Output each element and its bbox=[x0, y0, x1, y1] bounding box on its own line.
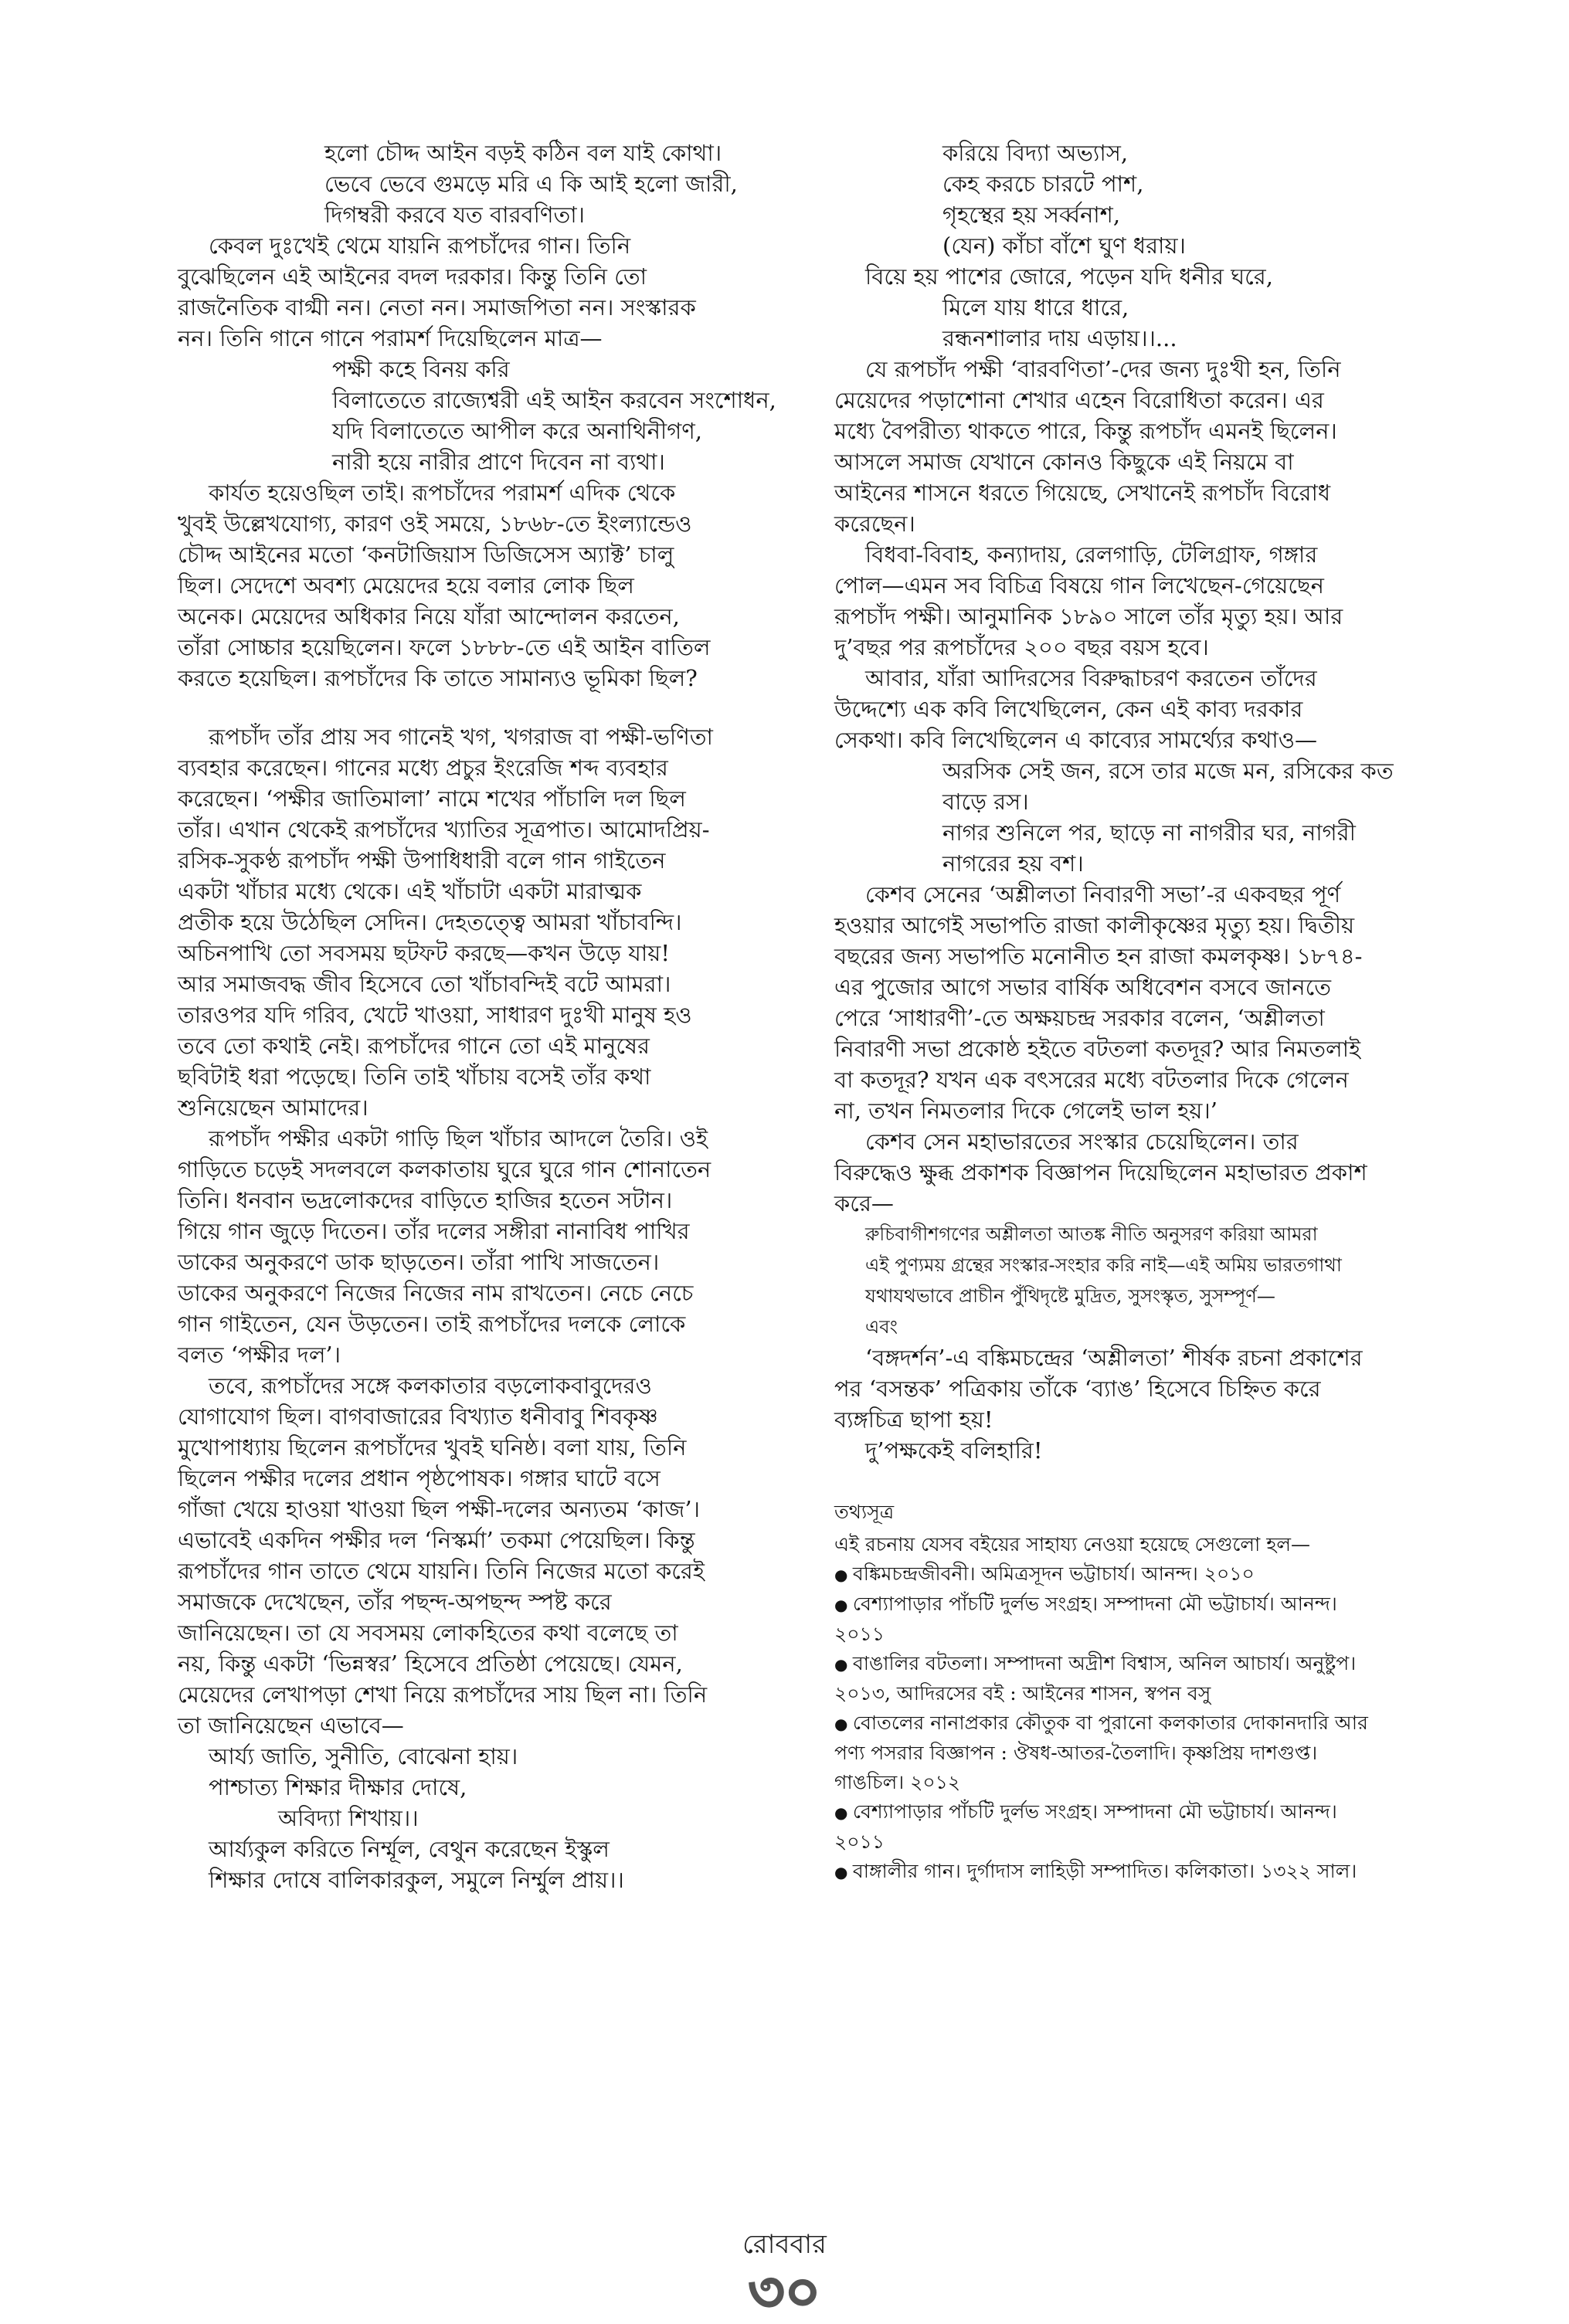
text-line: হলো চৌদ্দ আইন বড়ই কঠিন বল যাই কোথা। bbox=[324, 140, 722, 166]
text-line: ডাকের অনুকরণে নিজের নিজের নাম রাখতেন। নেচে নেচে bbox=[178, 1280, 694, 1306]
text-line: তবে, রূপচাঁদের সঙ্গে কলকাতার বড়লোকবাবুদেরও bbox=[209, 1372, 652, 1399]
text-line: ব্যবহার করেছেন। গানের মধ্যে প্রচুর ইংরেজি শব্দ ব্যবহার bbox=[178, 755, 668, 781]
text-line: নারী হয়ে নারীর প্রাণে দিবেন না ব্যথা। bbox=[332, 449, 665, 475]
text-line: অবিদ্যা শিখায়।। bbox=[278, 1805, 419, 1831]
text-line: উদ্দেশ্যে এক কবি লিখেছিলেন, কেন এই কাব্য দরকার bbox=[834, 696, 1303, 722]
text-line: তাঁরা সোচ্চার হয়েছিলেন। ফলে ১৮৮৮-তে এই আইন বাতিল bbox=[178, 634, 711, 660]
text-line: ডাকের অনুকরণে ডাক ছাড়তেন। তাঁরা পাখি সাজতেন। bbox=[178, 1249, 660, 1275]
text-line: অরসিক সেই জন, রসে তার মজে মন, রসিকের কত bbox=[942, 758, 1394, 784]
text-line: ভেবে ভেবে গুমড়ে মরি এ কি আই হলো জারী, bbox=[324, 171, 738, 197]
text-line: করতে হয়েছিল। রূপচাঁদের কি তাতে সামান্যও ভূমিকা ছিল? bbox=[178, 665, 698, 691]
text-line: যথাযথভাবে প্রাচীন পুঁথিদৃষ্টে মুদ্রিত, সুসংস্কৃত, সুসম্পূর্ণ— bbox=[865, 1285, 1275, 1307]
text-line: কার্যত হয়েওছিল তাই। রূপচাঁদের পরামর্শ এদিক থেকে bbox=[209, 480, 676, 506]
text-line: রূপচাঁদ পক্ষীর একটা গাড়ি ছিল খাঁচার আদলে তৈরি। ওই bbox=[209, 1125, 708, 1152]
text-line: শুনিয়েছেন আমাদের। bbox=[178, 1094, 368, 1121]
magazine-name: রোববার bbox=[742, 2229, 827, 2260]
text-line: যে রূপচাঁদ পক্ষী ‘বারবণিতা’-দের জন্য দুঃখী হন, তিনি bbox=[865, 356, 1341, 382]
text-line: না, তখন নিমতলার দিকে গেলেই ভাল হয়।’ bbox=[834, 1098, 1218, 1124]
text-line: গৃহস্থের হয় সর্ব্বনাশ, bbox=[942, 202, 1121, 228]
text-line: বুঝেছিলেন এই আইনের বদল দরকার। কিন্তু তিনি তো bbox=[178, 263, 647, 290]
text-line: এর পুজোর আগে সভার বার্ষিক অধিবেশন বসবে জানতে bbox=[834, 974, 1332, 1000]
text-line: বা কতদূর? যখন এক বৎসরের মধ্যে বটতলার দিকে গেলেন bbox=[834, 1067, 1349, 1093]
text-line: চৌদ্দ আইনের মতো ‘কনটাজিয়াস ডিজিসেস অ্যাক্ট’ চালু bbox=[178, 541, 674, 568]
text-line: করিয়ে বিদ্যা অভ্যাস, bbox=[942, 140, 1129, 166]
text-line: অচিনপাখি তো সবসময় ছটফট করছে—কখন উড়ে যায়! bbox=[178, 940, 670, 966]
page-footer bbox=[0, 2224, 1569, 2324]
text-line: রসিক-সুকণ্ঠ রূপচাঁদ পক্ষী উপাধিধারী বলে গান গাইতেন bbox=[178, 847, 666, 874]
sources-heading: তথ্যসূত্র bbox=[834, 1501, 895, 1523]
text-line: ছিলেন পক্ষীর দলের প্রধান পৃষ্ঠপোষক। গঙ্গার ঘাটে বসে bbox=[178, 1465, 661, 1491]
text-line: কেশব সেনের ‘অশ্লীলতা নিবারণী সভা’-র একবছর পূর্ণ bbox=[865, 881, 1341, 908]
text-line: (যেন) কাঁচা বাঁশে ঘুণ ধরায়। bbox=[942, 232, 1186, 259]
text-line: অনেক। মেয়েদের অধিকার নিয়ে যাঁরা আন্দোলন করতেন, bbox=[178, 603, 680, 629]
source-line: ● বোতলের নানাপ্রকার কৌতুক বা পুরানো কলকাতার দোকানদারি আর bbox=[834, 1708, 1433, 1739]
text-line: ছবিটাই ধরা পড়েছে। তিনি তাই খাঁচায় বসেই তাঁর কথা bbox=[178, 1064, 651, 1090]
text-line: আর্য্যকুল করিতে নির্ম্মূল, বেথুন করেছেন ইস্কুল bbox=[209, 1836, 610, 1862]
text-line: প্রতীক হয়ে উঠেছিল সেদিন। দেহতত্ত্বে আমরা খাঁচাবন্দি। bbox=[178, 909, 682, 935]
left-column bbox=[178, 137, 776, 1895]
text-line: সেকথা। কবি লিখেছিলেন এ কাব্যের সামর্থ্যের কথাও— bbox=[834, 727, 1318, 753]
text-line: বছরের জন্য সভাপতি মনোনীত হন রাজা কমলকৃষ্ণ। ১৮৭৪- bbox=[834, 943, 1363, 969]
text-line: মেয়েদের পড়াশোনা শেখার এহেন বিরোধিতা করেন। এর bbox=[834, 387, 1324, 413]
text-line: গাড়িতে চড়েই সদলবলে কলকাতায় ঘুরে ঘুরে গান শোনাতেন bbox=[178, 1156, 711, 1182]
text-line: নয়, কিন্তু একটা ‘ভিন্নস্বর’ হিসেবে প্রতিষ্ঠা পেয়েছে। যেমন, bbox=[178, 1651, 683, 1677]
text-line: করেছেন। ‘পক্ষীর জাতিমালা’ নামে শখের পাঁচালি দল ছিল bbox=[178, 785, 686, 812]
text-line: করেছেন। bbox=[834, 511, 915, 537]
source-line: ২০১১ bbox=[834, 1623, 885, 1645]
text-line: ব্যঙ্গচিত্র ছাপা হয়! bbox=[834, 1406, 993, 1433]
text-line: মিলে যায় ধারে ধারে, bbox=[942, 294, 1129, 321]
text-line: তা জানিয়েছেন এভাবে— bbox=[178, 1712, 404, 1739]
text-line bbox=[178, 694, 742, 721]
text-line: গাঁজা খেয়ে হাওয়া খাওয়া ছিল পক্ষী-দলের অন্যতম ‘কাজ’। bbox=[178, 1496, 700, 1522]
text-line: আবার, যাঁরা আদিরসের বিরুদ্ধাচরণ করতেন তাঁদের bbox=[865, 665, 1317, 691]
sources-list bbox=[834, 1559, 1433, 1887]
text-line: সমাজকে দেখেছেন, তাঁর পছন্দ-অপছন্দ স্পষ্ট করে bbox=[178, 1589, 612, 1615]
source-line: পণ্য পসরার বিজ্ঞাপন : ঔষধ-আতর-তৈলাদি। কৃষ্ণপ্রিয় দাশগুপ্ত। bbox=[834, 1742, 1318, 1764]
text-line: করে— bbox=[834, 1190, 894, 1216]
text-line: আইনের শাসনে ধরতে গিয়েছে, সেখানেই রূপচাঁদ বিরোধ bbox=[834, 480, 1331, 506]
source-line: ● বেশ্যাপাড়ার পাঁচটি দুর্লভ সংগ্রহ। সম্পাদনা মৌ ভট্টাচার্য। আনন্দ। bbox=[834, 1797, 1433, 1827]
text-line: বিধবা-বিবাহ, কন্যাদায়, রেলগাড়ি, টেলিগ্রাফ, গঙ্গার bbox=[865, 541, 1318, 568]
text-line: তাঁর। এখান থেকেই রূপচাঁদের খ্যাতির সূত্রপাত। আমোদপ্রিয়- bbox=[178, 816, 710, 843]
text-line: হওয়ার আগেই সভাপতি রাজা কালীকৃষ্ণের মৃত্যু হয়। দ্বিতীয় bbox=[834, 912, 1355, 938]
text-line: মুখোপাধ্যায় ছিলেন রূপচাঁদের খুবই ঘনিষ্ঠ। বলা যায়, তিনি bbox=[178, 1434, 687, 1461]
text-line: রুচিবাগীশগণের অশ্লীলতা আতঙ্ক নীতি অনুসরণ করিয়া আমরা bbox=[865, 1223, 1318, 1245]
text-line: কেবল দুঃখেই থেমে যায়নি রূপচাঁদের গান। তিনি bbox=[209, 232, 631, 259]
text-line: নাগর শুনিলে পর, ছাড়ে না নাগরীর ঘর, নাগরী bbox=[942, 819, 1356, 846]
text-line: খুবই উল্লেখযোগ্য, কারণ ওই সময়ে, ১৮৬৮-তে ইংল্যান্ডেও bbox=[178, 511, 692, 537]
text-line: আর্য্য জাতি, সুনীতি, বোঝেনা হায়। bbox=[209, 1743, 518, 1769]
source-line: ● বঙ্কিমচন্দ্রজীবনী। অমিত্রসূদন ভট্টাচার্য। আনন্দ। ২০১০ bbox=[834, 1559, 1433, 1589]
sources-section bbox=[834, 1497, 1433, 1887]
text-line: এই পুণ্যময় গ্রন্থের সংস্কার-সংহার করি নাই—এই অমিয় ভারতগাথা bbox=[865, 1254, 1342, 1276]
text-line: মধ্যে বৈপরীত্য থাকতে পারে, কিন্তু রূপচাঁদ এমনই ছিলেন। bbox=[834, 418, 1337, 444]
source-line: ● বাঙ্গালীর গান। দুর্গাদাস লাহিড়ী সম্পাদিত। কলিকাতা। ১৩২২ সাল। bbox=[834, 1857, 1433, 1887]
text-line: রূপচাঁদ তাঁর প্রায় সব গানেই খগ, খগরাজ বা পক্ষী-ভণিতা bbox=[209, 724, 713, 750]
text-line: জানিয়েছেন। তা যে সবসময় লোকহিতের কথা বলেছে তা bbox=[178, 1620, 678, 1646]
text-line: বিরুদ্ধেও ক্ষুব্ধ প্রকাশক বিজ্ঞাপন দিয়েছিলেন মহাভারত প্রকাশ bbox=[834, 1159, 1367, 1186]
text-line: পোল—এমন সব বিচিত্র বিষয়ে গান লিখেছেন-গেয়েছেন bbox=[834, 572, 1324, 599]
text-line: শিক্ষার দোষে বালিকারকুল, সমুলে নির্ম্মুল প্রায়।। bbox=[209, 1867, 624, 1893]
text-line: দু’পক্ষকেই বলিহারি! bbox=[865, 1437, 1043, 1464]
text-line: নাগরের হয় বশ। bbox=[942, 850, 1084, 877]
text-line: ‘বঙ্গদর্শন’-এ বঙ্কিমচন্দ্রের ‘অশ্লীলতা’ শীর্ষক রচনা প্রকাশের bbox=[865, 1345, 1363, 1371]
text-line: পাশ্চাত্য শিক্ষার দীক্ষার দোষে, bbox=[209, 1774, 467, 1800]
text-line: পক্ষী কহে বিনয় করি bbox=[332, 356, 510, 382]
page-number: ৩০ bbox=[748, 2258, 821, 2324]
text-line: কেহ করচে চারটে পাশ, bbox=[942, 171, 1144, 197]
text-line: নন। তিনি গানে গানে পরামর্শ দিয়েছিলেন মাত্র— bbox=[178, 325, 603, 351]
text-line: বাড়ে রস। bbox=[942, 789, 1029, 815]
text-line: আসলে সমাজ যেখানে কোনও কিছুকে এই নিয়মে বা bbox=[834, 449, 1294, 475]
text-line: বিলাতেতে রাজ্যেশ্বরী এই আইন করবেন সংশোধন, bbox=[332, 387, 776, 413]
text-line: আর সমাজবদ্ধ জীব হিসেবে তো খাঁচাবন্দিই বটে আমরা। bbox=[178, 971, 671, 997]
text-line: যদি বিলাতেতে আপীল করে অনাথিনীগণ, bbox=[332, 418, 702, 444]
sources-intro: এই রচনায় যেসব বইয়ের সাহায্য নেওয়া হয়েছে সেগুলো হল— bbox=[834, 1533, 1311, 1556]
text-line: পেরে ‘সাধারণী’-তে অক্ষয়চন্দ্র সরকার বলেন, ‘অশ্লীলতা bbox=[834, 1005, 1325, 1031]
text-line: তিনি। ধনবান ভদ্রলোকদের বাড়িতে হাজির হতেন সটান। bbox=[178, 1187, 673, 1213]
text-line: ছিল। সেদেশে অবশ্য মেয়েদের হয়ে বলার লোক ছিল bbox=[178, 572, 634, 599]
source-line: ● বাঙালির বটতলা। সম্পাদনা অদ্রীশ বিশ্বাস, অনিল আচার্য। অনুষ্টুপ। bbox=[834, 1649, 1433, 1679]
text-line: গিয়ে গান জুড়ে দিতেন। তাঁর দলের সঙ্গীরা নানাবিধ পাখির bbox=[178, 1218, 690, 1244]
text-line: এভাবেই একদিন পক্ষীর দল ‘নিস্কর্মা’ তকমা পেয়েছিল। কিন্তু bbox=[178, 1527, 695, 1553]
text-line: রূপচাঁদ পক্ষী। আনুমানিক ১৮৯০ সালে তাঁর মৃত্যু হয়। আর bbox=[834, 603, 1343, 629]
text-line: একটা খাঁচার মধ্যে থেকে। এই খাঁচাটা একটা মারাত্মক bbox=[178, 878, 642, 904]
right-column bbox=[834, 137, 1433, 1887]
text-line: দু’বছর পর রূপচাঁদের ২০০ বছর বয়স হবে। bbox=[834, 634, 1209, 660]
text-line: রাজনৈতিক বাগ্মী নন। নেতা নন। সমাজপিতা নন। সংস্কারক bbox=[178, 294, 696, 321]
text-line: গান গাইতেন, যেন উড়তেন। তাই রূপচাঁদের দলকে লোকে bbox=[178, 1311, 686, 1337]
text-line: কেশব সেন মহাভারতের সংস্কার চেয়েছিলেন। তার bbox=[865, 1128, 1299, 1155]
text-line: তারওপর যদি গরিব, খেটে খাওয়া, সাধারণ দুঃখী মানুষ হও bbox=[178, 1002, 692, 1028]
source-line: গাঙচিল। ২০১২ bbox=[834, 1771, 961, 1793]
text-line: নিবারণী সভা প্রকোষ্ঠ হইতে বটতলা কতদূর? আর নিমতলাই bbox=[834, 1036, 1361, 1062]
source-line: ২০১১ bbox=[834, 1830, 885, 1853]
right-body bbox=[834, 137, 1433, 1466]
text-line: যোগাযোগ ছিল। বাগবাজারের বিখ্যাত ধনীবাবু শিবকৃষ্ণ bbox=[178, 1403, 658, 1430]
text-line: রন্ধনশালার দায় এড়ায়।।... bbox=[942, 325, 1177, 351]
text-line: পর ‘বসন্তক’ পত্রিকায় তাঁকে ‘ব্যাঙ’ হিসেবে চিহ্নিত করে bbox=[834, 1376, 1321, 1402]
text-line: দিগম্বরী করবে যত বারবণিতা। bbox=[324, 202, 586, 228]
source-line: ২০১৩, আদিরসের বই : আইনের শাসন, স্বপন বসু bbox=[834, 1682, 1211, 1705]
text-line: তবে তো কথাই নেই। রূপচাঁদের গানে তো এই মানুষের bbox=[178, 1033, 650, 1059]
text-line: মেয়েদের লেখাপড়া শেখা নিয়ে রূপচাঁদের সায় ছিল না। তিনি bbox=[178, 1681, 708, 1708]
text-line: বিয়ে হয় পাশের জোরে, পড়েন যদি ধনীর ঘরে, bbox=[865, 263, 1273, 290]
text-line: এবং bbox=[865, 1316, 898, 1338]
text-line: বলত ‘পক্ষীর দল’। bbox=[178, 1342, 341, 1368]
text-line: রূপচাঁদের গান তাতে থেমে যায়নি। তিনি নিজের মতো করেই bbox=[178, 1558, 705, 1584]
source-line: ● বেশ্যাপাড়ার পাঁচটি দুর্লভ সংগ্রহ। সম্পাদনা মৌ ভট্টাচার্য। আনন্দ। bbox=[834, 1589, 1433, 1620]
